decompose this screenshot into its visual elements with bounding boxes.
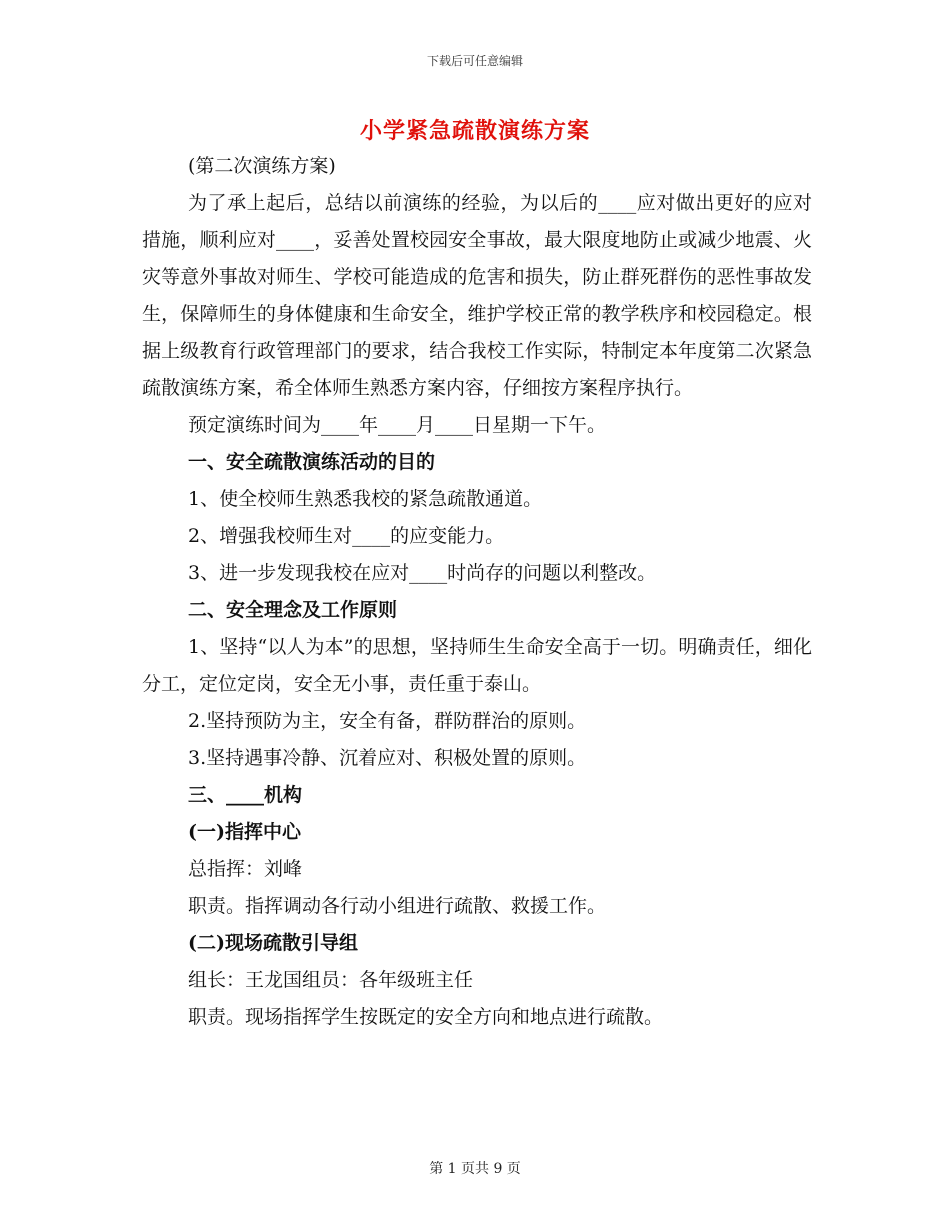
- page-header: 下载后可任意编辑: [426, 54, 523, 68]
- subtitle: (第二次演练方案): [188, 155, 336, 177]
- section2-item-1: 1、坚持“以人为本”的思想，坚持师生生命安全高于一切。明确责任，细化分工，定位定岗，安全无小事，责任重于泰山。: [142, 636, 812, 695]
- subsection-heading-evacuation: (二)现场疏散引导组: [188, 932, 358, 954]
- subsection-heading-command: (一)指挥中心: [188, 821, 301, 843]
- section2-item-3: 3.坚持遇事冷静、沉着应对、积极处置的原则。: [188, 747, 587, 769]
- document-title: 小学紧急疏散演练方案: [359, 118, 590, 144]
- evacuation-duty: 职责。现场指挥学生按既定的安全方向和地点进行疏散。: [188, 1006, 664, 1028]
- section-heading-3: 三、____机构: [188, 784, 303, 806]
- section1-item-2: 2、增强我校师生对____的应变能力。: [188, 525, 505, 547]
- schedule-paragraph: 预定演练时间为____年____月____日星期一下午。: [188, 414, 607, 436]
- section1-item-1: 1、使全校师生熟悉我校的紧急疏散通道。: [188, 488, 543, 510]
- evacuation-leader: 组长：王龙国组员：各年级班主任: [188, 969, 474, 991]
- command-duty: 职责。指挥调动各行动小组进行疏散、救援工作。: [188, 895, 607, 917]
- section-heading-1: 一、安全疏散演练活动的目的: [188, 451, 436, 473]
- page-number: 第 1 页共 9 页: [429, 1161, 521, 1177]
- document-body: [142, 148, 812, 1036]
- section2-item-2: 2.坚持预防为主，安全有备，群防群治的原则。: [188, 710, 587, 732]
- command-leader: 总指挥：刘峰: [188, 858, 303, 880]
- intro-paragraph: 为了承上起后，总结以前演练的经验，为以后的____应对做出更好的应对措施，顺利应对____，妥善处置校园安全事故，最大限度地防止或减少地震、火灾等意外事故对师生、学校可能造成的危害和损失，防止群死群伤的恶性事故发生，保障师生的身体健康和生命安全，维护学校正常的教学秩序和校园稳定。根据上级教育行政管理部门的要求，结合我校工作实际，特制定本年度第二次紧急疏散演练方案，希全体师生熟悉方案内容，仔细按方案程序执行。: [142, 192, 812, 399]
- section1-item-3: 3、进一步发现我校在应对____时尚存的问题以利整改。: [188, 562, 657, 584]
- section-heading-2: 二、安全理念及工作原则: [188, 599, 398, 621]
